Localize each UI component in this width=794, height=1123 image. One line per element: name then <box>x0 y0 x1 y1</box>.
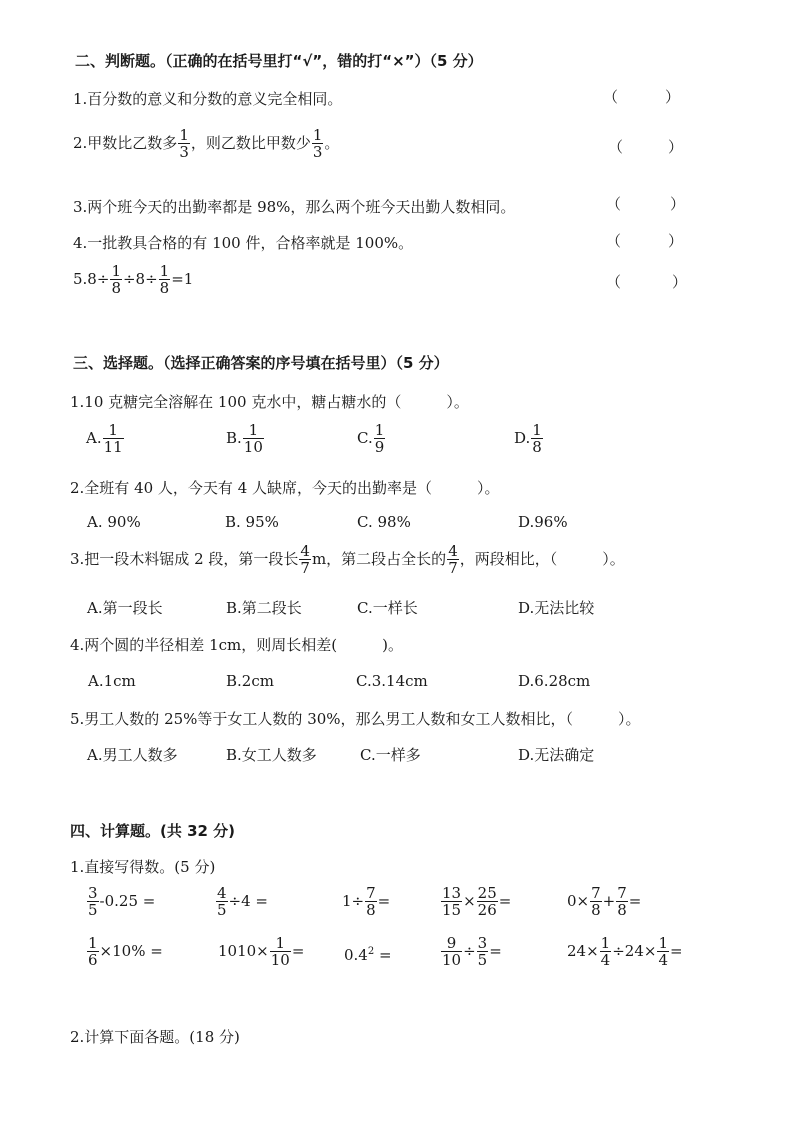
calc-r1-e1 <box>86 886 155 918</box>
judge-q5-mid: ÷8÷ <box>122 270 158 288</box>
expr-text: + <box>602 892 616 910</box>
fraction: $\frac{1}{4}$ <box>658 934 668 969</box>
choice-q4: 4.两个圆的半径相差 1cm，则周长相差( )。 <box>70 636 403 654</box>
calc-r1-e4 <box>440 886 511 918</box>
choice-q4-option-a: A.1cm <box>88 672 136 690</box>
choice-q5: 5.男工人数的 25%等于女工人数的 30%，那么男工人数和女工人数相比，（ ）。 <box>70 710 641 728</box>
fraction: $\frac{1}{11}$ <box>103 421 123 456</box>
judge-q3: 3.两个班今天的出勤率都是 98%，那么两个班今天出勤人数相同。 <box>73 198 516 216</box>
calc-r2-e5 <box>567 936 683 968</box>
judge-q2-pre: 2.甲数比乙数多 <box>73 134 178 152</box>
choice-q1-option-b: B. $\frac{1}{10}$ <box>226 421 263 456</box>
choice-q4-option-b: B.2cm <box>226 672 274 690</box>
choice-q2-option-a: A. 90% <box>87 513 141 531</box>
expr-text: = <box>498 892 512 910</box>
expr-text: = <box>489 942 502 960</box>
expr-text: ÷4 = <box>228 892 268 910</box>
fraction: $\frac{9}{10}$ <box>442 934 462 969</box>
judge-q1: 1.百分数的意义和分数的意义完全相同。 <box>73 90 343 108</box>
choice-q2-option-c: C. 98% <box>357 513 411 531</box>
judge-q1-close: ） <box>665 88 681 106</box>
choice-q3-option-b: B.第二段长 <box>226 599 302 617</box>
judge-q2-close: ） <box>668 138 684 156</box>
choice-q3-option-d: D.无法比较 <box>518 599 595 617</box>
fraction: $\frac{1}{9}$ <box>374 421 385 456</box>
exponent: 2 <box>367 946 375 957</box>
judge-q3-open: （ <box>606 195 622 213</box>
fraction: $\frac{1}{8}$ <box>532 421 542 456</box>
expr-text: 24× <box>567 942 599 960</box>
judge-q4-close: ） <box>668 232 684 250</box>
fraction-four-sevenths: $\frac{4}{7}$ <box>300 542 310 577</box>
expr-text: -0.25 = <box>99 892 156 910</box>
fraction-one-eighth-2: $\frac{1}{8}$ <box>159 262 170 297</box>
judge-q2-mid: ，则乙数比甲数少 <box>190 134 311 152</box>
calc-r1-e3 <box>342 886 390 918</box>
judge-q4: 4.一批教具合格的有 100 件，合格率就是 100%。 <box>73 234 414 252</box>
choice-q5-option-d: D.无法确定 <box>518 746 595 764</box>
judge-q5-open: （ <box>606 273 622 291</box>
fraction: $\frac{1}{10}$ <box>270 934 290 969</box>
expr-text: 0× <box>567 892 590 910</box>
choice-q1-option-d: D. $\frac{1}{8}$ <box>514 421 542 456</box>
judge-q5 <box>73 264 193 296</box>
expr-text: = <box>374 946 392 964</box>
fraction-one-third: $\frac{1}{3}$ <box>179 126 189 161</box>
judge-q2 <box>73 128 339 160</box>
fraction: $\frac{1}{10}$ <box>243 421 263 456</box>
choice-q1: 1.10 克糖完全溶解在 100 克水中，糖占糖水的（ ）。 <box>70 393 469 411</box>
choice-q2-option-b: B. 95% <box>225 513 279 531</box>
fraction-one-eighth: $\frac{1}{8}$ <box>111 262 121 297</box>
calc-sub1-title: 1.直接写得数。(5 分) <box>70 858 216 876</box>
fraction: $\frac{13}{15}$ <box>442 884 462 919</box>
fraction: $\frac{7}{8}$ <box>617 884 627 919</box>
choice-q3-pre: 3.把一段木料锯成 2 段，第一段长 <box>70 550 299 568</box>
choice-q3-option-c: C.一样长 <box>357 599 418 617</box>
calc-r1-e5 <box>567 886 641 918</box>
expr-text: = <box>669 942 683 960</box>
fraction: $\frac{1}{4}$ <box>600 934 611 969</box>
expr-text: × <box>463 892 476 910</box>
fraction: $\frac{3}{5}$ <box>88 884 98 919</box>
choice-q3-post: ，两段相比，（ ）。 <box>459 550 625 568</box>
expr-text: = <box>291 942 305 960</box>
judge-q4-open: （ <box>606 232 622 250</box>
judge-q5-close: ） <box>672 273 688 291</box>
choice-q4-option-d: D.6.28cm <box>518 672 591 690</box>
fraction-four-sevenths-2: $\frac{4}{7}$ <box>448 542 458 577</box>
section2-title: 二、判断题。（正确的在括号里打“√”，错的打“×”）（5 分） <box>75 52 483 70</box>
calc-r2-e4 <box>440 936 502 968</box>
fraction: $\frac{7}{8}$ <box>591 884 601 919</box>
choice-q5-option-c: C.一样多 <box>360 746 421 764</box>
judge-q3-close: ） <box>670 195 686 213</box>
choice-q5-option-b: B.女工人数多 <box>226 746 317 764</box>
choice-q1-option-a: A. $\frac{1}{11}$ <box>86 421 123 456</box>
expr-text: ×10% = <box>99 942 163 960</box>
expr-text: 1÷ <box>342 892 365 910</box>
fraction: $\frac{4}{5}$ <box>217 884 227 919</box>
calc-sub2-title: 2.计算下面各题。(18 分) <box>70 1028 240 1046</box>
judge-q2-post: 。 <box>324 134 340 152</box>
calc-r2-e2 <box>218 936 304 968</box>
choice-q3-option-a: A.第一段长 <box>87 599 163 617</box>
expr-text: 1010× <box>218 942 269 960</box>
fraction: $\frac{25}{26}$ <box>477 884 497 919</box>
choice-q3-mid: m，第二段占全长的 <box>311 550 447 568</box>
calc-r2-e1 <box>86 936 163 968</box>
choice-q3 <box>70 544 625 576</box>
judge-q2-open: （ <box>608 138 624 156</box>
calc-r2-e3 <box>344 946 392 964</box>
choice-q2: 2.全班有 40 人，今天有 4 人缺席，今天的出勤率是（ ）。 <box>70 479 500 497</box>
choice-q4-option-c: C.3.14cm <box>356 672 428 690</box>
fraction: $\frac{1}{6}$ <box>88 934 98 969</box>
fraction: $\frac{7}{8}$ <box>366 884 376 919</box>
section3-title: 三、选择题。（选择正确答案的序号填在括号里）（5 分） <box>73 354 449 372</box>
expr-text: = <box>377 892 391 910</box>
expr-text: ÷ <box>463 942 476 960</box>
calc-r1-e2 <box>215 886 268 918</box>
fraction: $\frac{3}{5}$ <box>477 934 488 969</box>
choice-q1-option-c: C. $\frac{1}{9}$ <box>357 421 385 456</box>
fraction-one-third-2: $\frac{1}{3}$ <box>312 126 323 161</box>
expr-text: 0.4 <box>344 946 368 964</box>
judge-q5-post: =1 <box>171 270 194 288</box>
choice-q2-option-d: D.96% <box>518 513 568 531</box>
judge-q5-pre: 5.8÷ <box>73 270 110 288</box>
section4-title: 四、计算题。(共 32 分) <box>70 822 236 840</box>
choice-q5-option-a: A.男工人数多 <box>87 746 178 764</box>
expr-text: = <box>628 892 642 910</box>
judge-q1-open: （ <box>603 88 619 106</box>
expr-text: ÷24× <box>612 942 657 960</box>
